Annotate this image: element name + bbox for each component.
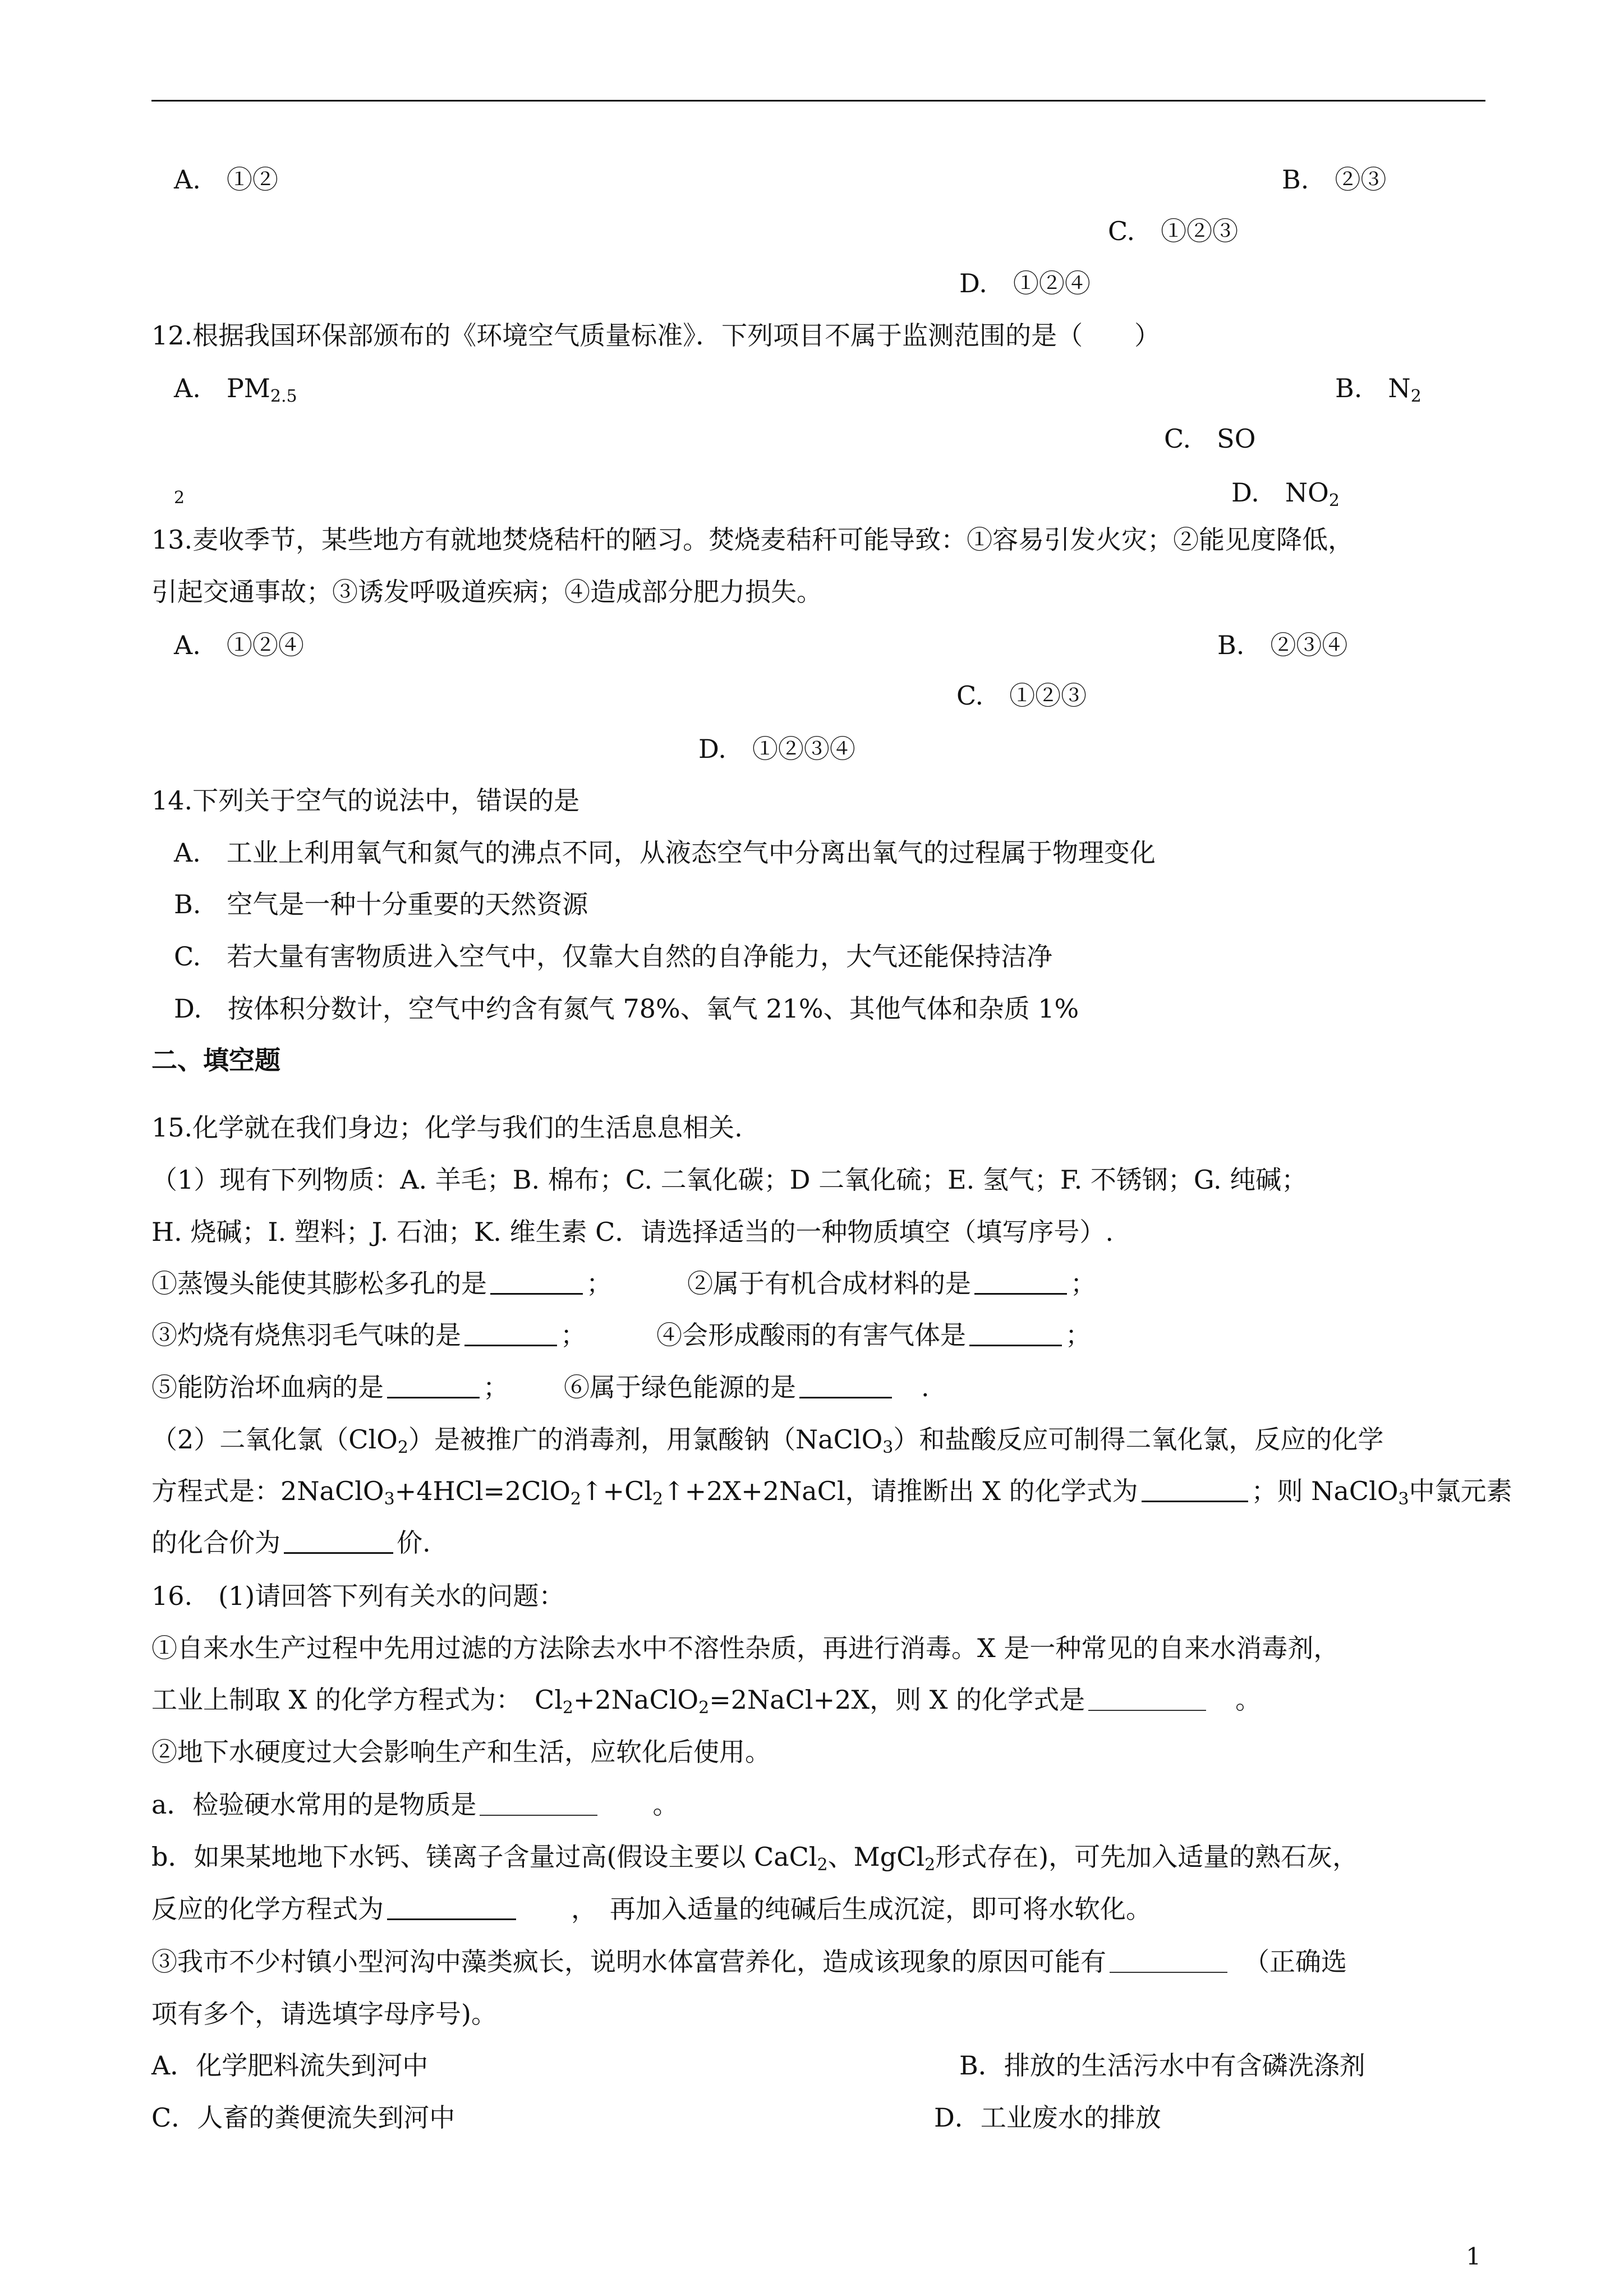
q11-option-a: A. ①② (174, 164, 278, 195)
q13-option-c: C. ①②③ (956, 680, 1087, 711)
q13-option-b: B. ②③④ (1217, 630, 1348, 660)
q15-item-1: ①蒸馒头能使其膨松多孔的是 ； (151, 1268, 612, 1299)
header-rule (151, 100, 1485, 102)
q16-option-a: A．化学肥料流失到河中 (151, 2050, 429, 2081)
q15-part2-line3: 的化合价为 价. (151, 1527, 431, 1558)
answer-blank[interactable] (490, 1271, 583, 1295)
q16-option-c: C．人畜的粪便流失到河中 (151, 2102, 456, 2133)
q15-part2-line2: 方程式是：$2NaClO_3+4HCl=2ClO_2↑+Cl_2↑+2X+2NaCl$，请推断出 X 的化学式为 ；则 NaClO$_3$中氯元素 (151, 1476, 1512, 1509)
answer-blank[interactable] (1110, 1949, 1227, 1973)
q15-item-6: ⑥属于绿色能源的是 . (564, 1372, 930, 1402)
answer-blank[interactable] (480, 1792, 597, 1816)
q13-stem-line1: 13.麦收季节，某些地方有就地焚烧秸杆的陋习。焚烧麦秸秆可能导致：①容易引发火灾；②能见度降低， (151, 524, 1354, 555)
q16-line2: 工业上制取 X 的化学方程式为： $Cl_2+2NaClO_2=2NaCl+2X$，则 X 的化学式是 。 (151, 1685, 1262, 1718)
q16-line4: a．检验硬水常用的是物质是 。 (151, 1789, 679, 1820)
answer-blank[interactable] (387, 1374, 480, 1398)
q14-option-d: D. 按体积分数计，空气中约含有氮气 78%、氧气 21%、其他气体和杂质 1% (174, 993, 1079, 1024)
q14-stem: 14.下列关于空气的说法中，错误的是 (151, 785, 580, 816)
q14-option-c: C. 若大量有害物质进入空气中，仅靠大自然的自净能力，大气还能保持洁净 (174, 941, 1053, 972)
q15-item-3: ③灼烧有烧焦羽毛气味的是 ； (151, 1320, 586, 1350)
q14-option-a: A. 工业上利用氧气和氮气的沸点不同，从液态空气中分离出氧气的过程属于物理变化 (174, 838, 1156, 868)
q16-line6: 反应的化学方程式为 ， 再加入适量的纯碱后生成沉淀，即可将水软化。 (151, 1894, 1152, 1924)
q16-option-d: D．工业废水的排放 (934, 2102, 1161, 2133)
q15-part1-line1: （1）现有下列物质：A. 羊毛；B. 棉布；C. 二氧化碳；D 二氧化硫；E. 氢气；F. 不锈钢；G. 纯碱； (151, 1165, 1308, 1195)
q12-option-d: D. $NO_2$ (1231, 477, 1340, 510)
q13-option-d: D. ①②③④ (698, 734, 855, 764)
q16-line3: ②地下水硬度过大会影响生产和生活，应软化后使用。 (151, 1737, 771, 1767)
answer-blank[interactable] (464, 1322, 557, 1346)
q16-line8: 项有多个，请选填字母序号)。 (151, 1999, 497, 2029)
q16-stem: 16. (1)请回答下列有关水的问题： (151, 1581, 565, 1611)
q16-line7: ③我市不少村镇小型河沟中藻类疯长，说明水体富营养化，造成该现象的原因可能有 （正确选 (151, 1947, 1347, 1977)
q16-line1: ①自来水生产过程中先用过滤的方法除去水中不溶性杂质，再进行消毒。X 是一种常见的自来水消毒剂， (151, 1633, 1340, 1663)
q15-item-4: ④会形成酸雨的有害气体是 ； (656, 1320, 1091, 1350)
q15-item-2: ②属于有机合成材料的是 ； (687, 1268, 1096, 1299)
q11-option-c: C. ①②③ (1108, 216, 1239, 246)
answer-blank[interactable] (799, 1374, 892, 1398)
answer-blank[interactable] (974, 1271, 1067, 1295)
q14-option-b: B. 空气是一种十分重要的天然资源 (174, 889, 588, 919)
q13-stem-line2: 引起交通事故；③诱发呼吸道疾病；④造成部分肥力损失。 (151, 577, 822, 607)
answer-blank[interactable] (284, 1530, 393, 1554)
q15-stem: 15.化学就在我们身边；化学与我们的生活息息相关. (151, 1112, 743, 1143)
answer-blank[interactable] (387, 1896, 516, 1920)
q12-stem: 12.根据我国环保部颁布的《环境空气质量标准》．下列项目不属于监测范围的是（ ） (151, 320, 1161, 351)
q12-option-c-subscript: 2 (174, 488, 185, 508)
answer-blank[interactable] (1142, 1478, 1248, 1502)
q15-part1-line2: H. 烧碱；I. 塑料；J. 石油；K. 维生素 C．请选择适当的一种物质填空（填写序号）. (151, 1217, 1114, 1247)
q16-line5: b．如果某地地下水钙、镁离子含量过高(假设主要以 CaCl$_2$、MgCl$_2$形式存在)，可先加入适量的熟石灰， (151, 1842, 1359, 1875)
q13-option-a: A. ①②④ (174, 630, 304, 660)
q12-option-a: A. $PM_{2.5}$ (174, 373, 297, 406)
q12-option-b: B. $N_2$ (1335, 373, 1421, 406)
q16-option-b: B．排放的生活污水中有含磷洗涤剂 (959, 2050, 1365, 2081)
section-heading: 二、填空题 (151, 1045, 280, 1075)
q11-option-b: B. ②③ (1282, 164, 1387, 195)
answer-blank[interactable] (1088, 1687, 1206, 1711)
q15-item-5: ⑤能防治坏血病的是 ； (151, 1372, 509, 1402)
page-number: 1 (1466, 2243, 1481, 2270)
q15-part2-line1: （2）二氧化氯（ClO$_2$）是被推广的消毒剂，用氯酸钠（NaClO$_3$）和盐酸反应可制得二氧化氯，反应的化学 (151, 1424, 1384, 1457)
q12-option-c: C. SO (1164, 424, 1256, 454)
answer-blank[interactable] (969, 1322, 1062, 1346)
q11-option-d: D. ①②④ (959, 268, 1091, 298)
